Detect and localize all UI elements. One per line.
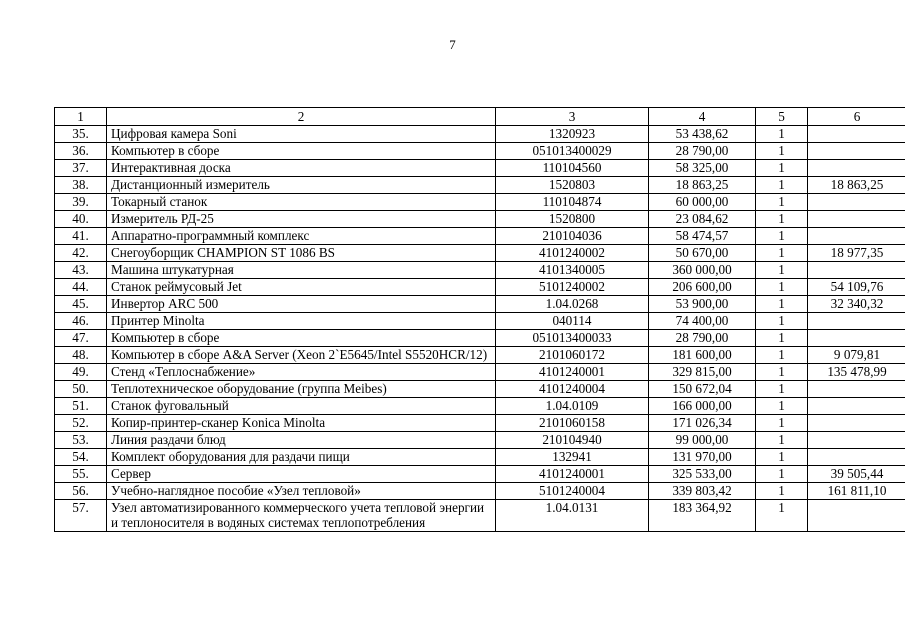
table-row [55,279,905,296]
row-number: 42. [55,245,107,262]
column-header-1: 1 [55,108,107,126]
item-quantity: 1 [756,143,808,160]
item-depreciation: 32 340,32 [808,296,905,313]
row-number: 49. [55,364,107,381]
item-depreciation [808,381,905,398]
item-name: Сервер [107,466,496,483]
item-price: 18 863,25 [649,177,756,194]
item-quantity: 1 [756,313,808,330]
item-quantity: 1 [756,228,808,245]
item-price: 131 970,00 [649,449,756,466]
column-header-3: 3 [496,108,649,126]
inventory-number: 5101240004 [496,483,649,500]
item-price: 74 400,00 [649,313,756,330]
table-row [55,211,905,228]
table-row [55,245,905,262]
item-name: Компьютер в сборе [107,330,496,347]
inventory-number: 1520800 [496,211,649,228]
item-price: 60 000,00 [649,194,756,211]
item-depreciation [808,398,905,415]
row-number: 35. [55,126,107,143]
item-quantity: 1 [756,245,808,262]
item-quantity: 1 [756,126,808,143]
row-number: 56. [55,483,107,500]
item-depreciation [808,449,905,466]
inventory-number: 5101240002 [496,279,649,296]
item-depreciation: 18 863,25 [808,177,905,194]
column-header-4: 4 [649,108,756,126]
item-depreciation: 18 977,35 [808,245,905,262]
table-row [55,296,905,313]
item-depreciation [808,500,905,532]
item-price: 325 533,00 [649,466,756,483]
item-quantity: 1 [756,330,808,347]
inventory-number: 4101240001 [496,466,649,483]
inventory-number: 1.04.0268 [496,296,649,313]
item-price: 150 672,04 [649,381,756,398]
column-header-6: 6 [808,108,905,126]
table-row [55,347,905,364]
item-depreciation [808,432,905,449]
table-row [55,398,905,415]
inventory-number: 1320923 [496,126,649,143]
table-row [55,500,905,532]
item-name: Инвертор ARC 500 [107,296,496,313]
item-price: 166 000,00 [649,398,756,415]
inventory-number: 4101340005 [496,262,649,279]
item-name: Копир-принтер-сканер Konica Minolta [107,415,496,432]
table-row [55,313,905,330]
table-row [55,381,905,398]
row-number: 38. [55,177,107,194]
row-number: 55. [55,466,107,483]
item-depreciation [808,262,905,279]
row-number: 37. [55,160,107,177]
row-number: 57. [55,500,107,532]
row-number: 41. [55,228,107,245]
column-header-2: 2 [107,108,496,126]
inventory-number: 110104874 [496,194,649,211]
row-number: 45. [55,296,107,313]
item-price: 28 790,00 [649,143,756,160]
inventory-number: 1.04.0131 [496,500,649,532]
item-name: Измеритель РД-25 [107,211,496,228]
item-depreciation: 135 478,99 [808,364,905,381]
item-name: Аппаратно-программный комплекс [107,228,496,245]
item-depreciation [808,143,905,160]
column-header-5: 5 [756,108,808,126]
item-quantity: 1 [756,347,808,364]
inventory-number: 1.04.0109 [496,398,649,415]
item-quantity: 1 [756,449,808,466]
item-quantity: 1 [756,160,808,177]
item-name: Теплотехническое оборудование (группа Meibes) [107,381,496,398]
item-depreciation [808,194,905,211]
table-header-row [55,108,905,126]
row-number: 50. [55,381,107,398]
table-row [55,228,905,245]
item-quantity: 1 [756,415,808,432]
inventory-number: 110104560 [496,160,649,177]
item-name: Станок фуговальный [107,398,496,415]
item-depreciation: 39 505,44 [808,466,905,483]
row-number: 53. [55,432,107,449]
item-price: 99 000,00 [649,432,756,449]
row-number: 48. [55,347,107,364]
item-quantity: 1 [756,432,808,449]
table-row [55,194,905,211]
item-depreciation [808,160,905,177]
row-number: 39. [55,194,107,211]
inventory-number: 051013400029 [496,143,649,160]
item-depreciation [808,313,905,330]
item-price: 171 026,34 [649,415,756,432]
item-name: Интерактивная доска [107,160,496,177]
row-number: 40. [55,211,107,228]
table-row [55,143,905,160]
item-depreciation: 161 811,10 [808,483,905,500]
item-name: Машина штукатурная [107,262,496,279]
item-price: 23 084,62 [649,211,756,228]
item-quantity: 1 [756,466,808,483]
item-name: Линия раздачи блюд [107,432,496,449]
item-depreciation [808,126,905,143]
table-row [55,449,905,466]
item-name: Токарный станок [107,194,496,211]
table-row [55,177,905,194]
item-price: 53 438,62 [649,126,756,143]
item-price: 53 900,00 [649,296,756,313]
item-depreciation [808,330,905,347]
inventory-number: 4101240001 [496,364,649,381]
item-name: Цифровая камера Soni [107,126,496,143]
item-price: 206 600,00 [649,279,756,296]
item-quantity: 1 [756,296,808,313]
row-number: 46. [55,313,107,330]
item-name: Дистанционный измеритель [107,177,496,194]
row-number: 51. [55,398,107,415]
item-quantity: 1 [756,381,808,398]
inventory-number: 210104940 [496,432,649,449]
item-quantity: 1 [756,483,808,500]
inventory-number: 4101240004 [496,381,649,398]
inventory-number: 210104036 [496,228,649,245]
table-row [55,330,905,347]
item-price: 181 600,00 [649,347,756,364]
table-row [55,432,905,449]
item-price: 50 670,00 [649,245,756,262]
item-depreciation [808,228,905,245]
row-number: 43. [55,262,107,279]
table-body [55,126,905,532]
item-price: 58 474,57 [649,228,756,245]
item-price: 58 325,00 [649,160,756,177]
table-row [55,126,905,143]
item-depreciation: 9 079,81 [808,347,905,364]
item-price: 183 364,92 [649,500,756,532]
row-number: 36. [55,143,107,160]
row-number: 44. [55,279,107,296]
item-quantity: 1 [756,211,808,228]
page-number: 7 [449,37,456,52]
inventory-number: 040114 [496,313,649,330]
item-quantity: 1 [756,194,808,211]
item-quantity: 1 [756,364,808,381]
item-name: Узел автоматизированного коммерческого учета тепловой энергии и теплоносителя в водяных системах теплопотребления [107,500,496,532]
inventory-number: 1520803 [496,177,649,194]
inventory-number: 051013400033 [496,330,649,347]
item-depreciation: 54 109,76 [808,279,905,296]
table-row [55,262,905,279]
table-row [55,466,905,483]
item-price: 360 000,00 [649,262,756,279]
item-name: Снегоуборщик CHAMPION ST 1086 BS [107,245,496,262]
item-quantity: 1 [756,177,808,194]
item-price: 339 803,42 [649,483,756,500]
item-name: Компьютер в сборе A&A Server (Xeon 2`E5645/Intel S5520HCR/12) [107,347,496,364]
item-name: Комплект оборудования для раздачи пищи [107,449,496,466]
item-name: Станок реймусовый Jet [107,279,496,296]
inventory-number: 2101060172 [496,347,649,364]
table-row [55,415,905,432]
item-quantity: 1 [756,500,808,532]
inventory-number: 2101060158 [496,415,649,432]
item-price: 329 815,00 [649,364,756,381]
item-name: Стенд «Теплоснабжение» [107,364,496,381]
item-name: Принтер Minolta [107,313,496,330]
item-depreciation [808,211,905,228]
inventory-number: 132941 [496,449,649,466]
table-row [55,483,905,500]
table-row [55,160,905,177]
inventory-number: 4101240002 [496,245,649,262]
item-name: Компьютер в сборе [107,143,496,160]
row-number: 47. [55,330,107,347]
item-quantity: 1 [756,279,808,296]
row-number: 52. [55,415,107,432]
inventory-table [54,107,905,532]
item-quantity: 1 [756,398,808,415]
row-number: 54. [55,449,107,466]
item-quantity: 1 [756,262,808,279]
table-row [55,364,905,381]
item-name: Учебно-наглядное пособие «Узел тепловой» [107,483,496,500]
item-price: 28 790,00 [649,330,756,347]
item-depreciation [808,415,905,432]
